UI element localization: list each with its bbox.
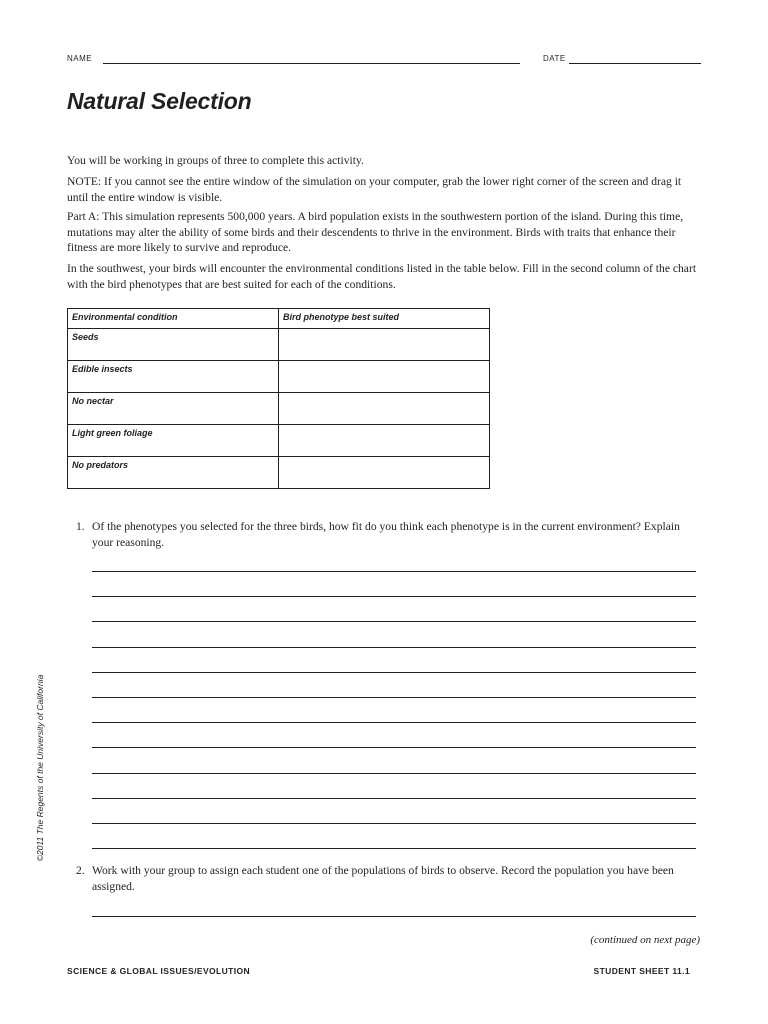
answer-line[interactable]	[92, 571, 696, 572]
table-row	[68, 457, 490, 489]
answer-line[interactable]	[92, 823, 696, 824]
footer-course-title: SCIENCE & GLOBAL ISSUES/EVOLUTION	[67, 966, 251, 976]
phenotype-answer-cell[interactable]	[279, 393, 490, 425]
condition-cell: Edible insects	[68, 361, 279, 393]
name-field[interactable]	[103, 63, 520, 64]
answer-line[interactable]	[92, 697, 696, 698]
condition-cell: No nectar	[68, 393, 279, 425]
column-header-condition: Environmental condition	[68, 309, 279, 329]
answer-line[interactable]	[92, 722, 696, 723]
table-row	[68, 425, 490, 457]
table-instructions-paragraph: In the southwest, your birds will encounter the environmental conditions listed in the table below. Fill in the second column of the chart with the bird phenotypes that are best suited for each of the conditions.	[67, 262, 697, 291]
question-2-number: 2.	[76, 864, 85, 877]
question-2-text: Work with your group to assign each student one of the populations of birds to observe. Record the population you have been assigned.	[92, 864, 674, 893]
answer-line[interactable]	[92, 916, 696, 917]
condition-cell: No predators	[68, 457, 279, 489]
answer-line[interactable]	[92, 848, 696, 849]
phenotype-answer-cell[interactable]	[279, 457, 490, 489]
answer-line[interactable]	[92, 672, 696, 673]
table-row	[68, 361, 490, 393]
table-row	[68, 393, 490, 425]
phenotype-answer-cell[interactable]	[279, 425, 490, 457]
name-label: NAME	[67, 54, 93, 63]
phenotype-answer-cell[interactable]	[279, 329, 490, 361]
column-header-phenotype: Bird phenotype best suited	[279, 309, 490, 329]
answer-line[interactable]	[92, 621, 696, 622]
answer-line[interactable]	[92, 596, 696, 597]
date-label: DATE	[543, 54, 566, 63]
continued-note: (continued on next page)	[590, 934, 700, 946]
table-header-row	[68, 309, 490, 329]
answer-line[interactable]	[92, 647, 696, 648]
intro-paragraph: You will be working in groups of three to complete this activity.	[67, 154, 364, 167]
answer-line[interactable]	[92, 747, 696, 748]
phenotype-answer-cell[interactable]	[279, 361, 490, 393]
copyright-notice: ©2011 The Regents of the University of California	[35, 674, 45, 862]
part-a-paragraph: Part A: This simulation represents 500,000 years. A bird population exists in the southwestern portion of the island. During this time, mutations may alter the ability of some birds and their descendents to thrive in the environment. Birds with traits that enhance their fitness are more likely to survive and reproduce.	[67, 210, 684, 255]
condition-cell: Seeds	[68, 329, 279, 361]
page-title: Natural Selection	[67, 88, 252, 114]
question-1-number: 1.	[76, 520, 85, 533]
condition-cell: Light green foliage	[68, 425, 279, 457]
environment-table	[67, 308, 490, 489]
answer-line[interactable]	[92, 773, 696, 774]
table-row	[68, 329, 490, 361]
question-1-text: Of the phenotypes you selected for the three birds, how fit do you think each phenotype is in the current environment? Explain your reasoning.	[92, 520, 680, 549]
date-field[interactable]	[569, 63, 701, 64]
note-paragraph: NOTE: If you cannot see the entire window of the simulation on your computer, grab the lower right corner of the screen and drag it until the entire window is visible.	[67, 175, 682, 204]
footer-sheet-number: STUDENT SHEET 11.1	[593, 966, 690, 976]
answer-line[interactable]	[92, 798, 696, 799]
